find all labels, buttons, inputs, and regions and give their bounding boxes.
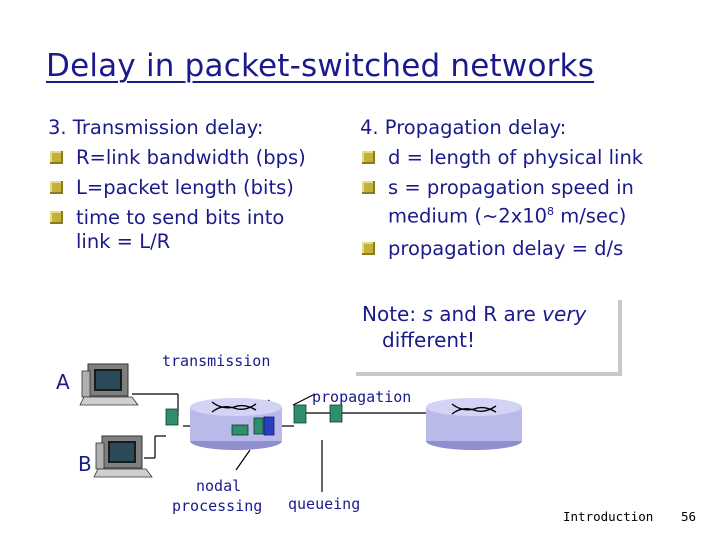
host-b-keyboard (94, 469, 152, 477)
propagation-label: propagation (312, 388, 412, 406)
router-2-top (426, 398, 522, 416)
transmission-label: transmission (162, 352, 271, 370)
packet-transmitting (294, 405, 306, 423)
bullet-text: s = propagation speed in (388, 176, 634, 199)
nodal-label: nodal (196, 477, 242, 495)
bullet-text: time to send bits into (76, 206, 285, 229)
speed-text: medium (~2x10 (388, 204, 548, 228)
page-title: Delay in packet-switched networks (46, 48, 595, 84)
note-prefix: Note: (362, 302, 423, 326)
transmission-delay-heading: 3. Transmission delay: (48, 116, 264, 139)
note-mid: and R are (432, 302, 543, 326)
queueing-label: queueing (288, 495, 361, 513)
nodal-pointer (236, 450, 250, 470)
bullet-text: L=packet length (bits) (76, 176, 294, 199)
packet-in-router-teal (254, 418, 263, 434)
note-line-2: different! (382, 328, 475, 352)
bullet-text: d = length of physical link (388, 146, 644, 169)
packet-propagating (330, 405, 342, 422)
host-a-label: A (56, 370, 70, 394)
bullet-text: propagation delay = d/s (388, 236, 624, 260)
host-b-label: B (78, 452, 92, 476)
packet-at-junction (166, 409, 178, 425)
queued-packet (232, 425, 248, 435)
speed-exponent: 8 (547, 205, 555, 218)
page-number: 56 (681, 509, 697, 524)
bullet-text: R=link bandwidth (bps) (76, 146, 306, 169)
host-b-tower (96, 443, 104, 469)
packet-in-router-blue (264, 417, 274, 435)
note-s: s (422, 302, 433, 326)
note-very: very (542, 302, 587, 326)
propagation-delay-heading: 4. Propagation delay: (360, 116, 567, 139)
host-b-screen-inner (110, 443, 134, 461)
host-a-computer-icon (80, 364, 138, 405)
speed-unit: m/sec) (554, 204, 627, 228)
router-2 (426, 398, 522, 450)
host-b-computer-icon (94, 436, 152, 477)
processing-label: processing (172, 497, 263, 515)
host-a-tower (82, 371, 90, 397)
host-a-screen-inner (96, 371, 120, 389)
bullet-continuation: link = L/R (76, 230, 171, 253)
footer-section-label: Introduction (563, 509, 654, 524)
host-a-keyboard (80, 397, 138, 405)
